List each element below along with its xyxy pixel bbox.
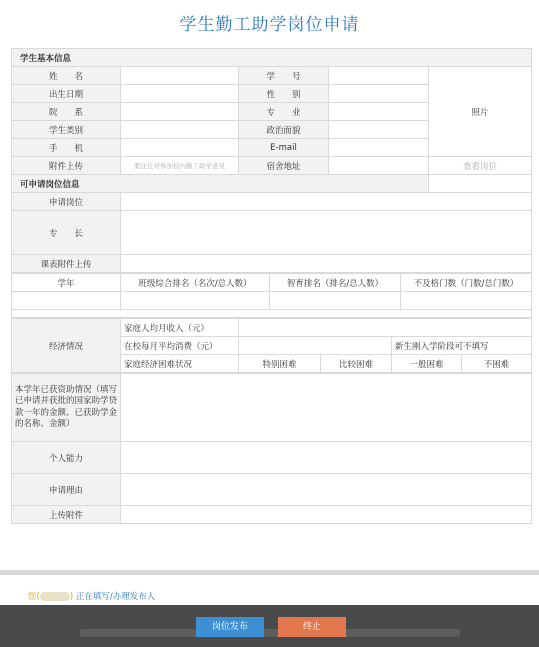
student-no-field[interactable] xyxy=(329,67,429,85)
hardship-level-1[interactable]: 特别困难 xyxy=(239,355,321,373)
attachment-label: 附件上传 xyxy=(12,157,121,175)
apply-post-label: 申请岗位 xyxy=(12,193,121,211)
attachment-field[interactable]: 要注任对参加校内勤工助学意见 xyxy=(121,157,239,175)
avg-income-label: 家庭人均月收入（元） xyxy=(121,319,239,337)
upload-field[interactable] xyxy=(121,506,532,524)
grades-edu-rank-header: 智育排名（排名/总人数） xyxy=(270,274,401,292)
specialty-field[interactable] xyxy=(121,211,532,255)
grades-spacer xyxy=(12,310,532,318)
name-label: 姓 名 xyxy=(12,67,121,85)
redacted-text xyxy=(80,629,460,637)
name-field[interactable] xyxy=(121,67,239,85)
politics-label: 政治面貌 xyxy=(239,121,329,139)
grades-table xyxy=(11,273,532,318)
grades-class-rank-header: 班级综合排名（名次/总人数） xyxy=(121,274,270,292)
birth-field[interactable] xyxy=(121,85,239,103)
college-field[interactable] xyxy=(121,103,239,121)
grades-fail-count-cell[interactable] xyxy=(401,292,532,310)
status-action: 正在填写/办理 xyxy=(75,592,130,602)
grades-class-rank-cell[interactable] xyxy=(121,292,270,310)
major-label: 专 业 xyxy=(239,103,329,121)
dorm-label: 宿舍地址 xyxy=(239,157,329,175)
reason-label: 申请理由 xyxy=(12,474,121,506)
phone-label: 手 机 xyxy=(12,139,121,157)
basic-info-section-title: 学生基本信息 xyxy=(12,49,532,67)
aid-label: 本学年已获资助情况（填写已申请并获批的国家助学贷款一年的金额、已获助学金的名称、金额） xyxy=(12,374,121,442)
grades-fail-count-header: 不及格门数（门数/总门数） xyxy=(401,274,532,292)
specialty-label: 专 长 xyxy=(12,211,121,255)
status-line xyxy=(28,590,155,602)
schedule-upload-field[interactable] xyxy=(121,255,532,273)
upload-label: 上传附件 xyxy=(12,506,121,524)
bottom-toolbar xyxy=(0,605,539,647)
major-field[interactable] xyxy=(329,103,429,121)
grades-year-cell[interactable] xyxy=(12,292,121,310)
grades-year-header: 学年 xyxy=(12,274,121,292)
page-title: 学生勤工助学岗位申请 xyxy=(179,15,360,35)
posts-section-title: 可申请岗位信息 xyxy=(12,175,429,193)
view-post-link[interactable]: 查看岗位 xyxy=(429,157,532,175)
economy-label: 经济情况 xyxy=(12,319,121,373)
publisher-link[interactable]: 发布人 xyxy=(129,592,156,602)
politics-field[interactable] xyxy=(329,121,429,139)
hardship-label: 家庭经济困难状况 xyxy=(121,355,239,373)
stop-button[interactable]: 终止 xyxy=(278,617,346,637)
birth-label: 出生日期 xyxy=(12,85,121,103)
ability-field[interactable] xyxy=(121,442,532,474)
extra-info-table xyxy=(11,373,532,524)
freshman-note: 新生刚入学阶段可不填写 xyxy=(392,337,532,355)
ability-label: 个人能力 xyxy=(12,442,121,474)
publish-post-button[interactable]: 岗位发布 xyxy=(196,617,264,637)
hardship-level-2[interactable]: 比较困难 xyxy=(321,355,392,373)
gender-label: 性 别 xyxy=(239,85,329,103)
posts-section-blank xyxy=(429,175,532,193)
aid-field[interactable] xyxy=(121,374,532,442)
application-form xyxy=(11,48,531,524)
dorm-field[interactable] xyxy=(329,157,429,175)
status-prefix: 您( xyxy=(28,592,40,602)
hardship-level-3[interactable]: 一般困难 xyxy=(392,355,462,373)
reason-field[interactable] xyxy=(121,474,532,506)
phone-field[interactable] xyxy=(121,139,239,157)
email-field[interactable] xyxy=(329,139,429,157)
apply-post-field[interactable] xyxy=(121,193,532,211)
photo-box[interactable]: 照片 xyxy=(429,67,532,157)
gender-field[interactable] xyxy=(329,85,429,103)
hardship-level-4[interactable]: 不困难 xyxy=(462,355,532,373)
college-label: 院 系 xyxy=(12,103,121,121)
basic-info-table xyxy=(11,48,532,273)
avg-income-field[interactable] xyxy=(239,319,532,337)
email-label: E-mail xyxy=(239,139,329,157)
schedule-upload-label: 课表附件上传 xyxy=(12,255,121,273)
economy-table xyxy=(11,318,532,373)
category-label: 学生类别 xyxy=(12,121,121,139)
avg-spend-label: 在校每月平均消费（元） xyxy=(121,337,239,355)
footer-divider xyxy=(0,570,539,575)
user-name-redacted xyxy=(40,592,70,601)
category-field[interactable] xyxy=(121,121,239,139)
grades-edu-rank-cell[interactable] xyxy=(270,292,401,310)
student-no-label: 学 号 xyxy=(239,67,329,85)
status-suffix: ) xyxy=(69,592,74,602)
avg-spend-field[interactable] xyxy=(239,337,392,355)
